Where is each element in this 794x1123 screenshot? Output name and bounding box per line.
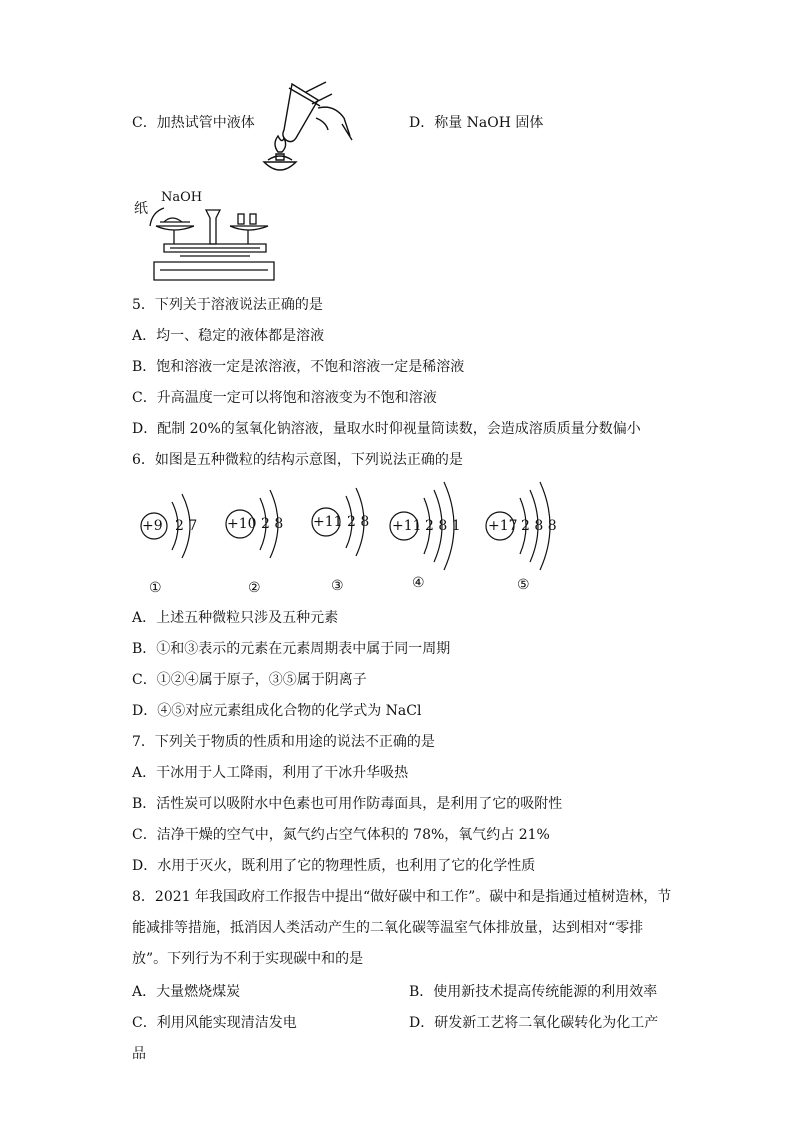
q7-option-c: C．洁净干燥的空气中，氮气约占空气体积的 78%，氧气约占 21% xyxy=(132,827,550,843)
atom-5-index: ⑤ xyxy=(517,577,530,593)
q5-option-a: A．均一、稳定的液体都是溶液 xyxy=(132,328,325,344)
q6-option-c: C．①②④属于原子，③⑤属于阴离子 xyxy=(132,672,367,688)
q6-option-a: A．上述五种微粒只涉及五种元素 xyxy=(132,610,339,626)
q5-option-d: D．配制 20%的氢氧化钠溶液，量取水时仰视量筒读数，会造成溶质质量分数偏小 xyxy=(132,421,641,437)
atom-4-shells: 2 8 1 xyxy=(425,518,461,534)
atom-2-shells: 2 8 xyxy=(261,516,284,532)
q8-stem-line-3: 放”。下列行为不利于实现碳中和的是 xyxy=(132,951,364,967)
q5-option-b: B．饱和溶液一定是浓溶液，不饱和溶液一定是稀溶液 xyxy=(132,359,465,375)
atom-5-nucleus: +17 xyxy=(488,518,518,534)
q7-option-b: B．活性炭可以吸附水中色素也可用作防毒面具，是利用了它的吸附性 xyxy=(132,796,563,812)
atom-1-index: ① xyxy=(149,580,162,596)
atom-3-shells: 2 8 xyxy=(347,514,370,530)
q8-option-c: C．利用风能实现清洁发电 xyxy=(132,1015,297,1031)
atom-4-index: ④ xyxy=(412,575,425,591)
q8-option-d-continued: 品 xyxy=(132,1046,146,1062)
q8-stem-line-1: 8．2021 年我国政府工作报告中提出“做好碳中和工作”。碳中和是指通过植树造林，节 xyxy=(132,889,672,905)
test-tube-heating-figure xyxy=(256,78,356,178)
q8-option-d: D．研发新工艺将二氧化碳转化为化工产 xyxy=(409,1015,659,1031)
atom-4-nucleus: +11 xyxy=(392,518,422,534)
paper-label: 纸 xyxy=(134,201,148,217)
atom-3-nucleus: +11 xyxy=(313,514,343,530)
q7-stem: 7．下列关于物质的性质和用途的说法不正确的是 xyxy=(132,734,435,750)
atom-2-index: ② xyxy=(248,580,261,596)
q8-option-a: A．大量燃烧煤炭 xyxy=(132,984,241,1000)
q7-option-a: A．干冰用于人工降雨，利用了干冰升华吸热 xyxy=(132,765,409,781)
atom-5-shells: 2 8 8 xyxy=(521,518,557,534)
q8-stem-line-2: 能减排等措施，抵消因人类活动产生的二氧化碳等温室气体排放量，达到相对“零排 xyxy=(132,920,644,936)
atom-2-nucleus: +10 xyxy=(227,516,257,532)
atom-1-nucleus: +9 xyxy=(142,518,163,534)
balance-figure xyxy=(150,200,280,285)
q4-option-d: D．称量 NaOH 固体 xyxy=(409,115,544,131)
atom-3-index: ③ xyxy=(331,578,344,594)
q7-option-d: D．水用于灭火，既利用了它的物理性质，也利用了它的化学性质 xyxy=(132,858,536,874)
atom-1-shells: 2 7 xyxy=(175,518,198,534)
q5-stem: 5．下列关于溶液说法正确的是 xyxy=(132,297,323,313)
naoh-label: NaOH xyxy=(161,190,203,205)
q5-option-c: C．升高温度一定可以将饱和溶液变为不饱和溶液 xyxy=(132,390,437,406)
q6-option-b: B．①和③表示的元素在元素周期表中属于同一周期 xyxy=(132,641,451,657)
q4-option-c: C．加热试管中液体 xyxy=(132,115,255,131)
q6-option-d: D．④⑤对应元素组成化合物的化学式为 NaCl xyxy=(132,703,422,719)
q6-stem: 6．如图是五种微粒的结构示意图，下列说法正确的是 xyxy=(132,452,463,468)
q8-option-b: B．使用新技术提高传统能源的利用效率 xyxy=(409,984,658,1000)
